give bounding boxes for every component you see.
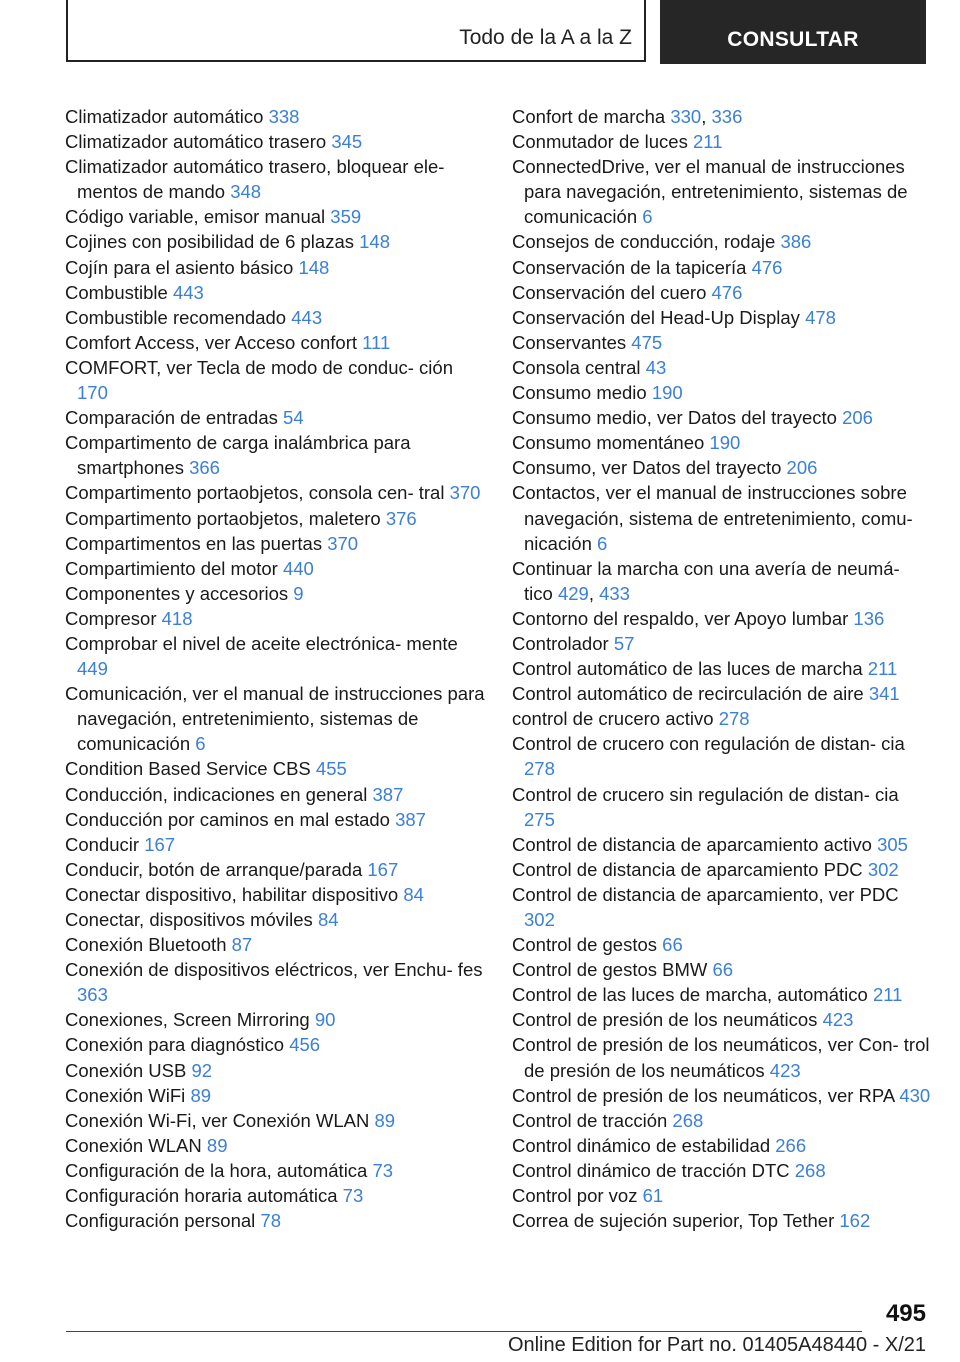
index-entry-text: ConnectedDrive, ver el manual de instrucciones para navegación, entretenimiento, sistemas de comunicación <box>512 156 908 228</box>
page-link[interactable]: 89 <box>374 1109 396 1131</box>
page-link[interactable]: 370 <box>449 482 481 504</box>
index-entry-text: Consola central <box>512 356 641 378</box>
index-entry-text: Conducir, botón de arranque/parada <box>65 858 363 880</box>
page-link[interactable]: 57 <box>613 632 635 654</box>
page-link[interactable]: 302 <box>524 909 555 930</box>
page-link[interactable]: 148 <box>298 256 330 278</box>
index-column-right <box>512 104 932 1233</box>
index-entry <box>512 857 932 882</box>
page-link[interactable]: 162 <box>839 1210 871 1232</box>
index-entry <box>65 1208 485 1233</box>
index-entry <box>512 1208 932 1233</box>
index-entry <box>65 405 485 430</box>
chapter-tab-label: CONSULTAR <box>727 28 859 51</box>
page-link[interactable]: 268 <box>672 1109 704 1131</box>
index-entry-text: Control dinámico de tracción DTC <box>512 1159 790 1181</box>
page-link[interactable]: 90 <box>314 1009 336 1031</box>
page-link[interactable]: 206 <box>842 407 873 429</box>
index-entry <box>512 982 932 1007</box>
page-link[interactable]: 386 <box>780 231 812 253</box>
index-entry <box>65 882 485 907</box>
page-link[interactable]: 423 <box>822 1009 854 1031</box>
index-entry <box>65 581 485 606</box>
index-entry-text: Combustible recomendado <box>65 306 287 328</box>
index-entry <box>512 1133 932 1158</box>
page-link[interactable]: 476 <box>711 281 743 303</box>
index-entry <box>512 405 932 430</box>
index-entry <box>65 229 485 254</box>
page-link[interactable]: 148 <box>359 231 391 253</box>
index-entry <box>512 1007 932 1032</box>
page-link[interactable]: 167 <box>367 858 399 880</box>
page-link[interactable]: 268 <box>794 1159 826 1181</box>
index-entry-text: Conexión para diagnóstico <box>65 1034 285 1056</box>
page-link[interactable]: 278 <box>718 708 750 730</box>
index-entry-text: Control de gestos <box>512 934 658 956</box>
index-entry-text: Configuración personal <box>65 1210 256 1232</box>
page-link[interactable]: 366 <box>189 457 220 479</box>
index-entry <box>512 882 932 932</box>
index-entry-text: Consejos de conducción, rodaje <box>512 231 776 253</box>
index-entry-text: Conectar dispositivo, habilitar dispositivo <box>65 883 399 905</box>
index-entry <box>512 681 932 706</box>
index-entry-text: Compartimento portaobjetos, maletero <box>65 507 381 529</box>
page-link[interactable]: 6 <box>597 532 608 554</box>
index-entry-text: Comfort Access, ver Acceso confort <box>65 331 357 353</box>
index-entry <box>512 355 932 380</box>
index-entry <box>65 1133 485 1158</box>
index-entry-text: Consumo medio, ver Datos del trayecto <box>512 407 837 429</box>
index-entry-text: Comunicación, ver el manual de instrucciones para navegación, entretenimiento, sistemas de comunicación <box>65 683 485 755</box>
page-link[interactable]: 136 <box>853 607 885 629</box>
section-tab-label: Todo de la A a la Z <box>459 26 632 49</box>
index-entry-text: Conservación de la tapicería <box>512 256 747 278</box>
index-entry-text: Conservación del Head-Up Display <box>512 306 800 328</box>
page-link[interactable]: 387 <box>395 808 426 830</box>
index-entry-text: Climatizador automático <box>65 106 264 127</box>
page-link[interactable]: 84 <box>317 909 339 930</box>
page-link[interactable]: 423 <box>769 1059 801 1081</box>
page-link[interactable]: 211 <box>867 658 898 680</box>
index-entry-text: COMFORT, ver Tecla de modo de conduc- ción <box>65 356 453 378</box>
page-link[interactable]: 92 <box>191 1059 213 1081</box>
index-entry <box>65 932 485 957</box>
index-entry <box>65 807 485 832</box>
index-entry <box>65 606 485 631</box>
index-entry-text: Consumo momentáneo <box>512 432 705 454</box>
index-entry-text: Componentes y accesorios <box>65 582 289 604</box>
page-number: 495 <box>885 1300 926 1327</box>
index-entry-text: Control automático de las luces de marcha <box>512 658 863 680</box>
index-entry <box>512 782 932 832</box>
index-entry <box>65 255 485 280</box>
page-link[interactable]: 211 <box>693 131 723 153</box>
page-link[interactable]: 476 <box>751 256 783 278</box>
page-link[interactable]: 363 <box>77 984 108 1006</box>
index-entry-text: Control de distancia de aparcamiento activo <box>512 833 872 855</box>
index-entry <box>512 280 932 305</box>
page-link[interactable]: 305 <box>877 833 908 855</box>
page-header <box>66 0 926 64</box>
index-entry-text: Cojines con posibilidad de 6 plazas <box>65 231 354 253</box>
index-entry-text: Cojín para el asiento básico <box>65 256 294 278</box>
index-entry-text: Configuración de la hora, automática <box>65 1159 368 1181</box>
page-link[interactable]: 336 <box>711 106 743 127</box>
index-entry-text: Conducción, indicaciones en general <box>65 783 368 805</box>
index-entry-text: Control de las luces de marcha, automático <box>512 984 868 1006</box>
index-entry-text: Conexiones, Screen Mirroring <box>65 1009 310 1031</box>
index-entry-text: Confort de marcha <box>512 106 666 127</box>
index-entry <box>65 1058 485 1083</box>
index-entry <box>512 380 932 405</box>
index-entry-text: Compartimento portaobjetos, consola cen- tral <box>65 482 445 504</box>
index-entry-text: Climatizador automático trasero, bloquear ele- mentos de mando <box>65 156 445 203</box>
index-entry <box>65 204 485 229</box>
page-link[interactable]: 443 <box>172 281 204 303</box>
page-link[interactable]: 440 <box>282 557 314 579</box>
index-entry-text: Conexión Bluetooth <box>65 934 227 956</box>
page-link[interactable]: 433 <box>599 582 630 604</box>
index-entry <box>65 480 485 505</box>
index-entry-text: Conectar, dispositivos móviles <box>65 909 313 930</box>
index-entry <box>65 957 485 1007</box>
index-entry-text: Condition Based Service CBS <box>65 758 311 780</box>
index-entry-text: Control de presión de los neumáticos, ver Con- trol de presión de los neumáticos <box>512 1034 930 1081</box>
index-entry <box>65 305 485 330</box>
page-link[interactable]: 89 <box>206 1134 228 1156</box>
page-link[interactable]: 341 <box>868 683 900 705</box>
index-entry <box>512 656 932 681</box>
index-entry-text: Compartimento de carga inalámbrica para smartphones <box>65 432 411 479</box>
index-entry <box>65 832 485 857</box>
index-entry-text: Control de distancia de aparcamiento, ver PDC <box>512 883 899 905</box>
page-link[interactable]: 376 <box>385 507 417 529</box>
index-entry <box>512 1032 932 1082</box>
page-link[interactable]: 170 <box>77 382 108 404</box>
index-entry <box>512 957 932 982</box>
index-entry-text: Control de crucero con regulación de distan- cia <box>512 733 905 755</box>
index-entry <box>65 355 485 405</box>
index-entry <box>512 480 932 555</box>
index-entry-text: Control de distancia de aparcamiento PDC <box>512 858 863 880</box>
page-link[interactable]: 167 <box>144 833 176 855</box>
edition-footer: Online Edition for Part no. 01405A48440 - X/21 <box>507 1334 926 1356</box>
index-entry <box>65 280 485 305</box>
index-entry-text: Conducir <box>65 833 140 855</box>
index-entry <box>512 606 932 631</box>
page-link[interactable]: 359 <box>330 206 362 228</box>
index-entry <box>65 857 485 882</box>
page-link[interactable]: 338 <box>268 106 300 127</box>
page-link[interactable]: 43 <box>645 356 667 378</box>
page-link[interactable]: 330 <box>670 106 702 127</box>
page-link[interactable]: 66 <box>662 934 683 956</box>
index-entry-text: Conexión USB <box>65 1059 187 1081</box>
page-link[interactable]: 348 <box>230 181 262 203</box>
index-entry-text: Compartimiento del motor <box>65 557 278 579</box>
index-entry <box>512 305 932 330</box>
page-link[interactable]: 266 <box>775 1134 807 1156</box>
index-entry <box>65 129 485 154</box>
index-entry <box>512 255 932 280</box>
index-entry <box>512 455 932 480</box>
index-entry <box>65 756 485 781</box>
page-link[interactable]: 478 <box>805 306 836 328</box>
index-entry <box>512 330 932 355</box>
page-link[interactable]: 275 <box>524 808 555 830</box>
index-entry-text: Consumo medio <box>512 382 647 404</box>
index-entry-text: Controlador <box>512 632 609 654</box>
index-entry-text: Control de presión de los neumáticos <box>512 1009 818 1031</box>
index-entry <box>512 731 932 781</box>
page-link[interactable]: 211 <box>872 984 903 1006</box>
page-link[interactable]: 54 <box>283 407 304 429</box>
index-entry <box>65 330 485 355</box>
index-entry <box>65 907 485 932</box>
index-column-left <box>65 104 485 1233</box>
index-entry-text: Control por voz <box>512 1185 638 1207</box>
page-link[interactable]: 111 <box>362 331 391 353</box>
index-entry <box>65 430 485 480</box>
index-entry-text: Control de presión de los neumáticos, ver RPA <box>512 1084 895 1106</box>
index-entry <box>512 154 932 229</box>
index-entry-text: Comprobar el nivel de aceite electrónica- mente <box>65 632 458 654</box>
page-link[interactable]: 6 <box>642 206 653 228</box>
index-entry <box>65 681 485 756</box>
index-entry <box>65 631 485 681</box>
index-entry <box>65 154 485 204</box>
index-entry-text: Control automático de recirculación de aire <box>512 683 864 705</box>
chapter-tab[interactable] <box>660 0 926 64</box>
index-entry-text: Continuar la marcha con una avería de neumá- tico <box>512 557 900 604</box>
index-entry <box>65 1007 485 1032</box>
index-entry: Confort de marcha 330, 336 <box>512 106 743 127</box>
index-entry <box>512 932 932 957</box>
page-link[interactable]: 66 <box>712 959 734 981</box>
index-entry-text: Comparación de entradas <box>65 407 278 429</box>
index-entry-text: Control dinámico de estabilidad <box>512 1134 771 1156</box>
page-link[interactable]: 449 <box>77 658 108 680</box>
index-entry <box>512 631 932 656</box>
index-entry <box>65 1083 485 1108</box>
page-link[interactable]: 61 <box>642 1185 664 1207</box>
index-entry-text: Combustible <box>65 281 168 303</box>
page-link[interactable]: 87 <box>231 934 253 956</box>
page-link[interactable]: 456 <box>289 1034 321 1056</box>
page-link[interactable]: 429 <box>557 582 589 604</box>
index-entry-text: Código variable, emisor manual <box>65 206 326 228</box>
index-entry <box>512 1158 932 1183</box>
index-entry-text: Configuración horaria automática <box>65 1185 338 1207</box>
page-link[interactable]: 73 <box>342 1185 364 1207</box>
page-link[interactable]: 455 <box>315 758 347 780</box>
page-link[interactable]: 302 <box>867 858 899 880</box>
index-entry <box>512 430 932 455</box>
index-entry <box>65 1108 485 1133</box>
index-entry-text: Conexión Wi-Fi, ver Conexión WLAN <box>65 1109 370 1131</box>
index-entry-text: Conservación del cuero <box>512 281 707 303</box>
index-entry <box>65 531 485 556</box>
index-entry: Continuar la marcha con una avería de neumá- tico 429, 433 <box>512 557 900 604</box>
index-entry-text: Correa de sujeción superior, Top Tether <box>512 1210 835 1232</box>
page-link[interactable]: 387 <box>372 783 404 805</box>
page-link[interactable]: 190 <box>651 382 683 404</box>
index-entry <box>65 782 485 807</box>
page-link[interactable]: 190 <box>709 432 741 454</box>
page-link[interactable]: 475 <box>631 331 663 353</box>
index-entry-text: Climatizador automático trasero <box>65 131 327 153</box>
index-entry <box>65 1158 485 1183</box>
index-entry-text: Control de tracción <box>512 1109 668 1131</box>
index-entry-text: Compresor <box>65 607 157 629</box>
section-tab[interactable] <box>66 0 646 62</box>
index-entry-text: Conservantes <box>512 331 627 353</box>
index-entry-text: Contactos, ver el manual de instrucciones sobre navegación, sistema de entretenimiento, comu- nicación <box>512 482 913 554</box>
index-entry <box>512 1108 932 1133</box>
index-entry <box>512 1183 932 1208</box>
index-entry-text: control de crucero activo <box>512 708 714 730</box>
footer-divider <box>66 1331 862 1332</box>
page-link[interactable]: 278 <box>524 758 555 780</box>
index-entry <box>512 832 932 857</box>
index-entry-text: Compartimentos en las puertas <box>65 532 323 554</box>
index-entry-text: Conexión WiFi <box>65 1084 186 1106</box>
index-entry-text: Consumo, ver Datos del trayecto <box>512 457 782 479</box>
index-entry <box>65 1032 485 1057</box>
index-entry-text: Control de gestos BMW <box>512 959 708 981</box>
index-entry-text: Conexión WLAN <box>65 1134 202 1156</box>
page-link[interactable]: 6 <box>195 733 206 755</box>
page-link[interactable]: 418 <box>161 607 193 629</box>
index-entry <box>65 506 485 531</box>
index-entry <box>65 104 485 129</box>
index-entry-text: Conmutador de luces <box>512 131 688 153</box>
page-link[interactable]: 89 <box>190 1084 212 1106</box>
index-entry <box>512 706 932 731</box>
page-link[interactable]: 206 <box>786 457 818 479</box>
index-entry <box>512 1083 932 1108</box>
page-link[interactable]: 443 <box>291 306 323 328</box>
index-entry-text: Control de crucero sin regulación de distan- cia <box>512 783 899 805</box>
index-entry <box>65 1183 485 1208</box>
index-entry <box>65 556 485 581</box>
index-entry <box>512 129 932 154</box>
page-link[interactable]: 73 <box>372 1159 394 1181</box>
page-link[interactable]: 370 <box>327 532 359 554</box>
index-entry-text: Conducción por caminos en mal estado <box>65 808 390 830</box>
page-link[interactable]: 84 <box>403 883 424 905</box>
page-link[interactable]: 345 <box>331 131 363 153</box>
page-link[interactable]: 430 <box>899 1084 931 1106</box>
page-link[interactable]: 9 <box>293 582 304 604</box>
index-entry-text: Contorno del respaldo, ver Apoyo lumbar <box>512 607 849 629</box>
index-entry <box>512 229 932 254</box>
page-link[interactable]: 78 <box>260 1210 281 1232</box>
index-entry-text: Conexión de dispositivos eléctricos, ver Enchu- fes <box>65 959 483 981</box>
